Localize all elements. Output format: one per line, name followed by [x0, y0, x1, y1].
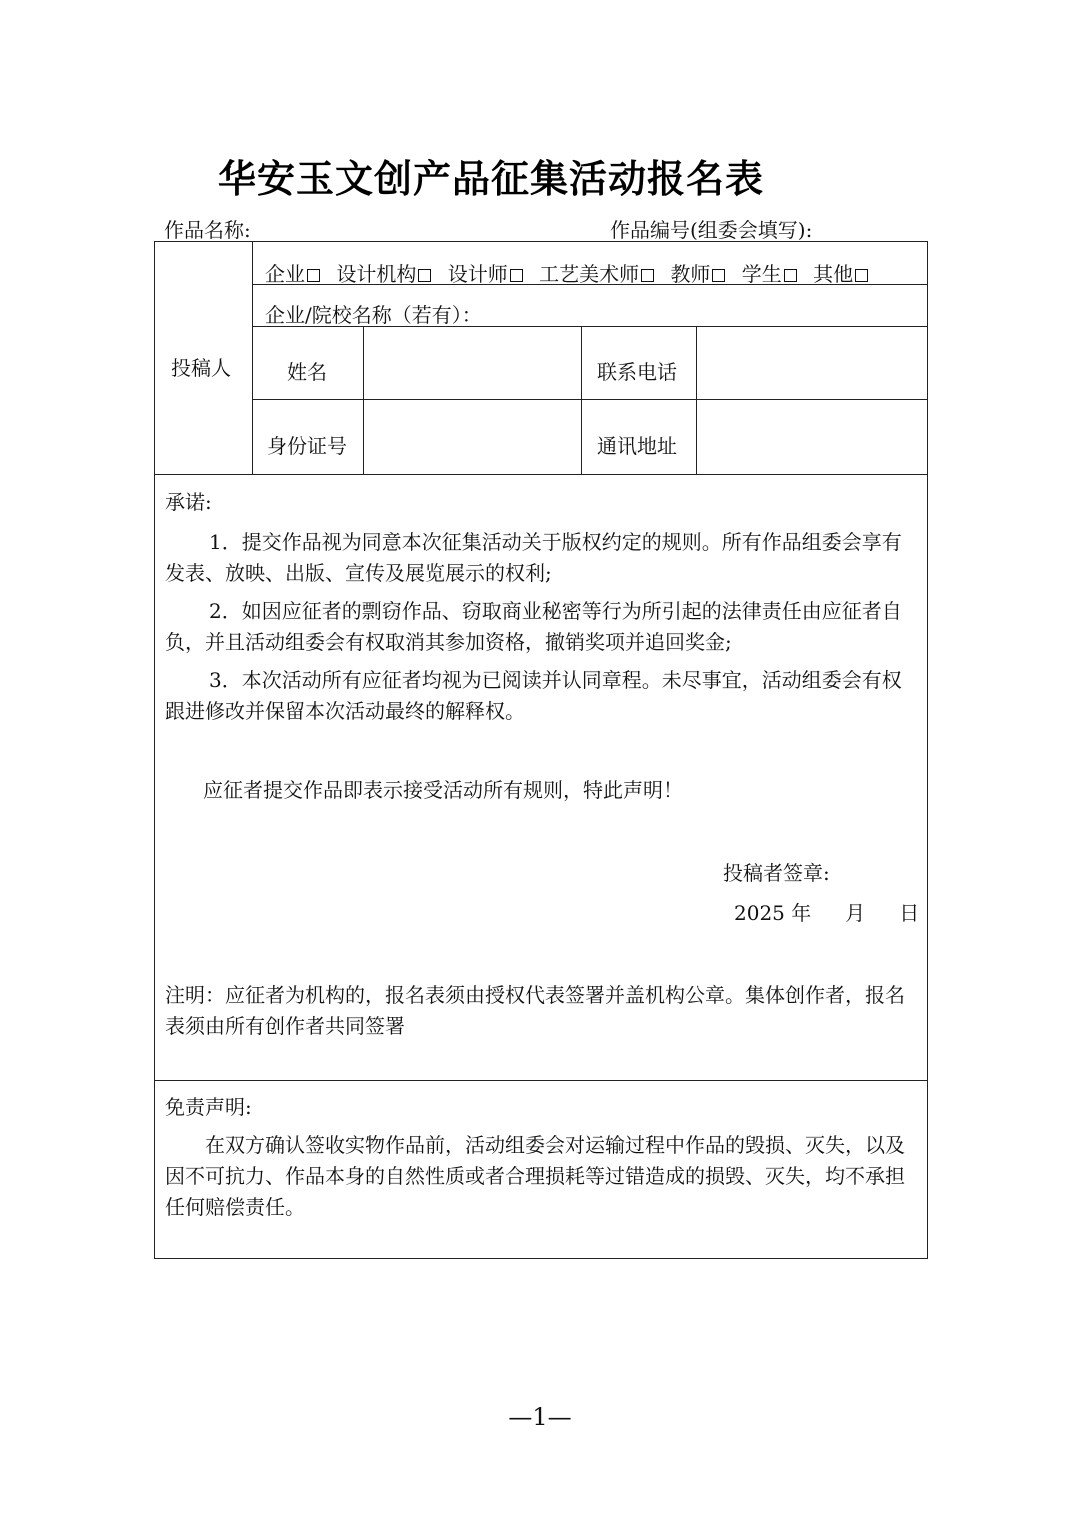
- divider: [581, 326, 582, 474]
- divider: [363, 326, 364, 474]
- divider: [155, 474, 927, 475]
- disclaimer-heading: 免责声明:: [165, 1095, 252, 1119]
- role-label: 教师: [670, 262, 711, 286]
- id-number-field[interactable]: [365, 401, 579, 473]
- role-checkbox-design-agency[interactable]: [418, 269, 431, 282]
- name-field[interactable]: [365, 328, 579, 398]
- role-options: [265, 258, 868, 287]
- org-name-label: 企业/院校名称（若有）：: [265, 303, 482, 327]
- signature-date: [734, 898, 919, 928]
- divider: [696, 326, 697, 474]
- role-label: 学生: [741, 262, 782, 286]
- registration-form: [154, 241, 928, 1259]
- role-label: 企业: [265, 262, 305, 286]
- role-checkbox-enterprise[interactable]: [307, 269, 320, 282]
- commitment-item-3: 3．本次活动所有应征者均视为已阅读并认同章程。未尽事宜，活动组委会有权跟进修改并保留本次活动最终的解释权。: [165, 668, 902, 723]
- address-label: 通讯地址: [597, 434, 677, 458]
- commitment-item-1: 1．提交作品视为同意本次征集活动关于版权约定的规则。所有作品组委会享有发表、放映、出版、宣传及展览展示的权利;: [165, 530, 902, 585]
- role-checkbox-student[interactable]: [784, 269, 797, 282]
- role-label: 工艺美术师: [539, 262, 640, 286]
- work-name-label: 作品名称:: [164, 218, 251, 242]
- role-label: 设计师: [447, 262, 508, 286]
- commitment-item-2: 2．如因应征者的剽窃作品、窃取商业秘密等行为所引起的法律责任由应征者自负，并且活动组委会有权取消其参加资格，撤销奖项并追回奖金;: [165, 599, 902, 654]
- declaration-text: 应征者提交作品即表示接受活动所有规则，特此声明！: [203, 778, 683, 802]
- role-label: 设计机构: [336, 262, 417, 286]
- divider: [252, 242, 253, 474]
- role-checkbox-other[interactable]: [855, 269, 868, 282]
- phone-field[interactable]: [698, 328, 926, 398]
- signature-label: 投稿者签章:: [723, 861, 830, 885]
- institution-note: 注明：应征者为机构的，报名表须由授权代表签署并盖机构公章。集体创作者，报名表须由所有创作者共同签署: [165, 983, 905, 1038]
- role-checkbox-teacher[interactable]: [712, 269, 725, 282]
- date-day: 日: [899, 901, 920, 925]
- disclaimer-text: 在双方确认签收实物作品前，活动组委会对运输过程中作品的毁损、灭失，以及因不可抗力、作品本身的自然性质或者合理损耗等过错造成的损毁、灭失，均不承担任何赔偿责任。: [165, 1133, 905, 1219]
- role-label: 其他: [813, 262, 854, 286]
- page-title: 华安玉文创产品征集活动报名表: [218, 157, 765, 201]
- date-month: 月: [845, 901, 866, 925]
- divider: [252, 399, 927, 400]
- work-number-label: 作品编号(组委会填写):: [610, 218, 813, 242]
- name-label: 姓名: [287, 360, 327, 384]
- date-year: 2025 年: [734, 901, 812, 925]
- role-checkbox-designer[interactable]: [510, 269, 523, 282]
- page-number: —1—: [508, 1403, 572, 1431]
- phone-label: 联系电话: [597, 360, 677, 384]
- divider: [155, 1080, 927, 1081]
- commitment-heading: 承诺:: [165, 490, 212, 514]
- role-checkbox-craft-artist[interactable]: [641, 269, 654, 282]
- address-field[interactable]: [698, 401, 926, 473]
- applicant-label: 投稿人: [171, 356, 231, 380]
- id-number-label: 身份证号: [267, 434, 347, 458]
